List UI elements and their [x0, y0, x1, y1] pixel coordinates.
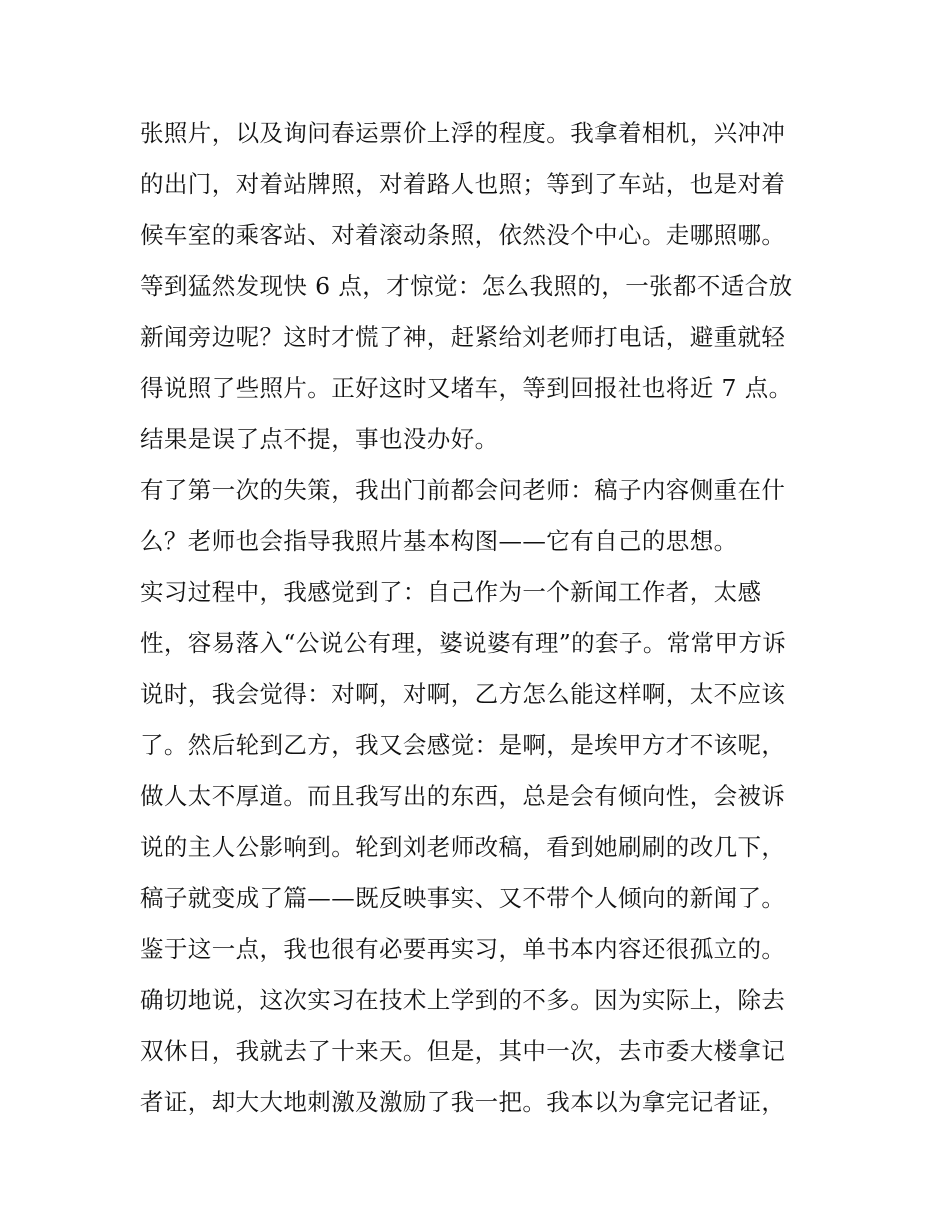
text-line: 候车室的乘客站、对着滚动条照，依然没个中心。走哪照哪。 — [140, 221, 786, 249]
text-line: 结果是误了点不提，事也没办好。 — [140, 425, 499, 453]
text-line: 么？老师也会指导我照片基本构图——它有自己的思想。 — [140, 527, 738, 555]
text-line: 性，容易落入“公说公有理，婆说婆有理”的套子。常常甲方诉 — [140, 629, 787, 657]
text-line: 张照片，以及询问春运票价上浮的程度。我拿着相机，兴冲冲 — [140, 119, 786, 147]
text-line: 等到猛然发现快 6 点，才惊觉：怎么我照的，一张都不适合放 — [140, 272, 793, 300]
text-line: 者证，却大大地刺激及激励了我一把。我本以为拿完记者证， — [140, 1088, 786, 1116]
text-line: 做人太不厚道。而且我写出的东西，总是会有倾向性，会被诉 — [140, 782, 786, 810]
text-line: 实习过程中，我感觉到了：自己作为一个新闻工作者，太感 — [140, 578, 762, 606]
text-line: 有了第一次的失策，我出门前都会问老师：稿子内容侧重在什 — [140, 476, 786, 504]
text-line: 的出门，对着站牌照，对着路人也照；等到了车站，也是对着 — [140, 170, 786, 198]
text-line: 双休日，我就去了十来天。但是，其中一次，去市委大楼拿记 — [140, 1037, 786, 1065]
text-line: 得说照了些照片。正好这时又堵车，等到回报社也将近 7 点。 — [140, 374, 793, 402]
text-line: 确切地说，这次实习在技术上学到的不多。因为实际上，除去 — [140, 986, 786, 1014]
text-line: 了。然后轮到乙方，我又会感觉：是啊，是埃甲方才不该呢， — [140, 731, 786, 759]
text-line: 新闻旁边呢？这时才慌了神，赶紧给刘老师打电话，避重就轻 — [140, 323, 786, 351]
text-line: 说的主人公影响到。轮到刘老师改稿，看到她刷刷的改几下， — [140, 833, 786, 861]
text-line: 说时，我会觉得：对啊，对啊，乙方怎么能这样啊，太不应该 — [140, 680, 786, 708]
text-line: 鉴于这一点，我也很有必要再实习，单书本内容还很孤立的。 — [140, 935, 786, 963]
body-text — [140, 108, 830, 1128]
text-line: 稿子就变成了篇——既反映事实、又不带个人倾向的新闻了。 — [140, 884, 786, 912]
